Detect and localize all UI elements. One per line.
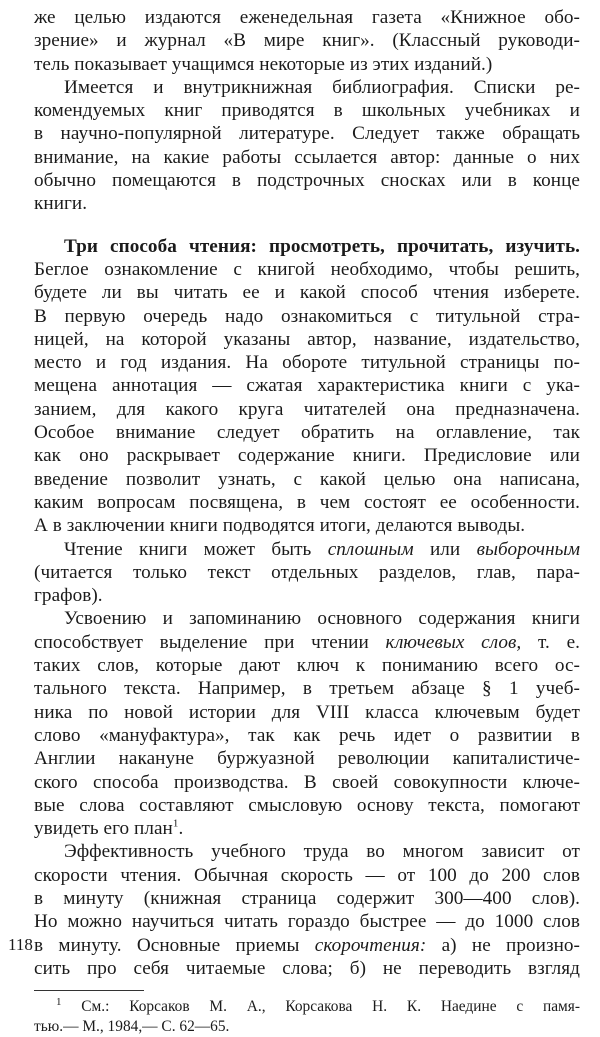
text-line: (читается только текст отдельных разделов, глав, пара- bbox=[34, 561, 580, 583]
text-run: в минуту. Основные приемы bbox=[34, 934, 315, 956]
text-line: Усвоению и запоминанию основного содержания книги bbox=[64, 608, 580, 630]
footnote-text: См.: Корсаков М. А., Корсакова Н. К. Наедине с памя- bbox=[81, 998, 580, 1016]
text-run: способствует выделение при чтении bbox=[34, 631, 386, 653]
text-line: увидеть его план$^1$. bbox=[34, 817, 184, 840]
italic-term: выборочным bbox=[476, 538, 580, 560]
text-line: ницей, на которой указаны автор, название, издательство, bbox=[34, 328, 580, 350]
italic-term: скорочтения: bbox=[314, 934, 427, 956]
paragraph-reading-speed bbox=[34, 840, 580, 980]
text-line: как оно раскрывает содержание книги. Предисловие или bbox=[34, 445, 580, 467]
text-run: т. е. bbox=[521, 631, 580, 653]
text-run: Чтение книги может быть bbox=[64, 538, 328, 560]
text-line: Но можно научиться читать гораздо быстрее — до 1000 слов bbox=[34, 911, 580, 933]
text-line bbox=[34, 934, 580, 957]
text-line: таких слов, которые дают ключ к пониманию всего ос- bbox=[34, 655, 580, 677]
paragraph-reading-methods bbox=[34, 235, 580, 538]
text-line: книги. bbox=[34, 193, 88, 215]
text-line: Эффективность учебного труда во многом зависит от bbox=[64, 841, 580, 863]
text-line: Особое внимание следует обратить на оглавление, так bbox=[34, 422, 580, 444]
text-line: сить про себя читаемые слова; б) не переводить взгляд bbox=[34, 957, 580, 979]
footnote-divider bbox=[34, 990, 144, 991]
text-line: мещена аннотация — сжатая характеристика книги с ука- bbox=[34, 375, 580, 397]
footnote-line bbox=[34, 997, 580, 1017]
section-heading: Три способа чтения: просмотреть, прочитать, изучить. bbox=[64, 235, 580, 257]
text-line: ника по новой истории для VIII класса ключевым будет bbox=[34, 701, 580, 723]
text-line: тель показывает учащимся некоторые из этих изданий.) bbox=[34, 53, 493, 75]
footnote bbox=[34, 997, 580, 1037]
text-line: внимание, на какие работы ссылается автор: данные о них bbox=[34, 146, 580, 168]
text-line: скорости чтения. Обычная скорость — от 100 до 200 слов bbox=[34, 864, 580, 886]
footnote-line: тью.— М., 1984,— С. 62—65. bbox=[34, 1018, 230, 1036]
text-line: в минуту (книжная страница содержит 300—400 слов). bbox=[34, 887, 580, 909]
text-line: Беглое ознакомление с книгой необходимо, чтобы решить, bbox=[34, 258, 580, 280]
text-line: занием, для какого круга читателей она предназначена. bbox=[34, 398, 580, 420]
page-number: 118 bbox=[8, 935, 33, 954]
text-run: а) не произно- bbox=[426, 934, 580, 956]
text-run: или bbox=[413, 538, 477, 560]
text-line: обычно помещаются в подстрочных сносках или в конце bbox=[34, 170, 580, 192]
text-line: же целью издаются еженедельная газета «Книжное обо- bbox=[34, 7, 580, 28]
text-line: графов). bbox=[34, 585, 103, 607]
text-line: место и год издания. На обороте титульной страницы по- bbox=[34, 352, 580, 374]
text-line: Англии накануне буржуазной революции капиталистиче- bbox=[34, 748, 580, 770]
paragraph-bibliography bbox=[34, 76, 580, 216]
text-line: введение позволит узнать, с какой целью она написана, bbox=[34, 468, 580, 490]
text-line: Имеется и внутрикнижная библиография. Списки ре- bbox=[64, 76, 580, 98]
text-line: А в заключении книги подводятся итоги, делаются выводы. bbox=[34, 515, 526, 537]
italic-term: сплошным bbox=[327, 538, 414, 560]
text-line: ского способа производства. В своей совокупности ключе- bbox=[34, 771, 580, 793]
paragraph-reading-types bbox=[34, 538, 580, 608]
text-line: каким вопросам посвящена, в чем состоят ее особенности. bbox=[34, 491, 580, 513]
italic-term: ключевых слов, bbox=[385, 631, 522, 653]
section-gap bbox=[34, 216, 580, 235]
text-line: в научно-популярной литературе. Следует также обращать bbox=[34, 123, 580, 145]
text-line: слово «мануфактура», так как речь идет о развитии в bbox=[34, 724, 580, 746]
text-line: зрение» и журнал «В мире книг». (Классный руководи- bbox=[34, 30, 580, 52]
text-line: комендуемых книг приводятся в школьных учебниках и bbox=[34, 100, 580, 122]
footnote-mark: 1 bbox=[56, 996, 62, 1009]
text-line: тального текста. Например, в третьем абзаце § 1 учеб- bbox=[34, 678, 580, 700]
text-line: вые слова составляют смысловую основу текста, помогают bbox=[34, 794, 580, 816]
paragraph-intro bbox=[34, 6, 580, 76]
text-line: В первую очередь надо ознакомиться с титульной стра- bbox=[34, 305, 580, 327]
text-line bbox=[34, 631, 580, 654]
footnote-reference[interactable]: 1 bbox=[172, 817, 179, 830]
text-line: будете ли вы читать ее и какой способ чтения изберете. bbox=[34, 282, 580, 304]
page-body bbox=[34, 6, 580, 1037]
text-run: увидеть его план bbox=[34, 818, 173, 840]
paragraph-keywords bbox=[34, 607, 580, 840]
text-line bbox=[34, 538, 580, 561]
